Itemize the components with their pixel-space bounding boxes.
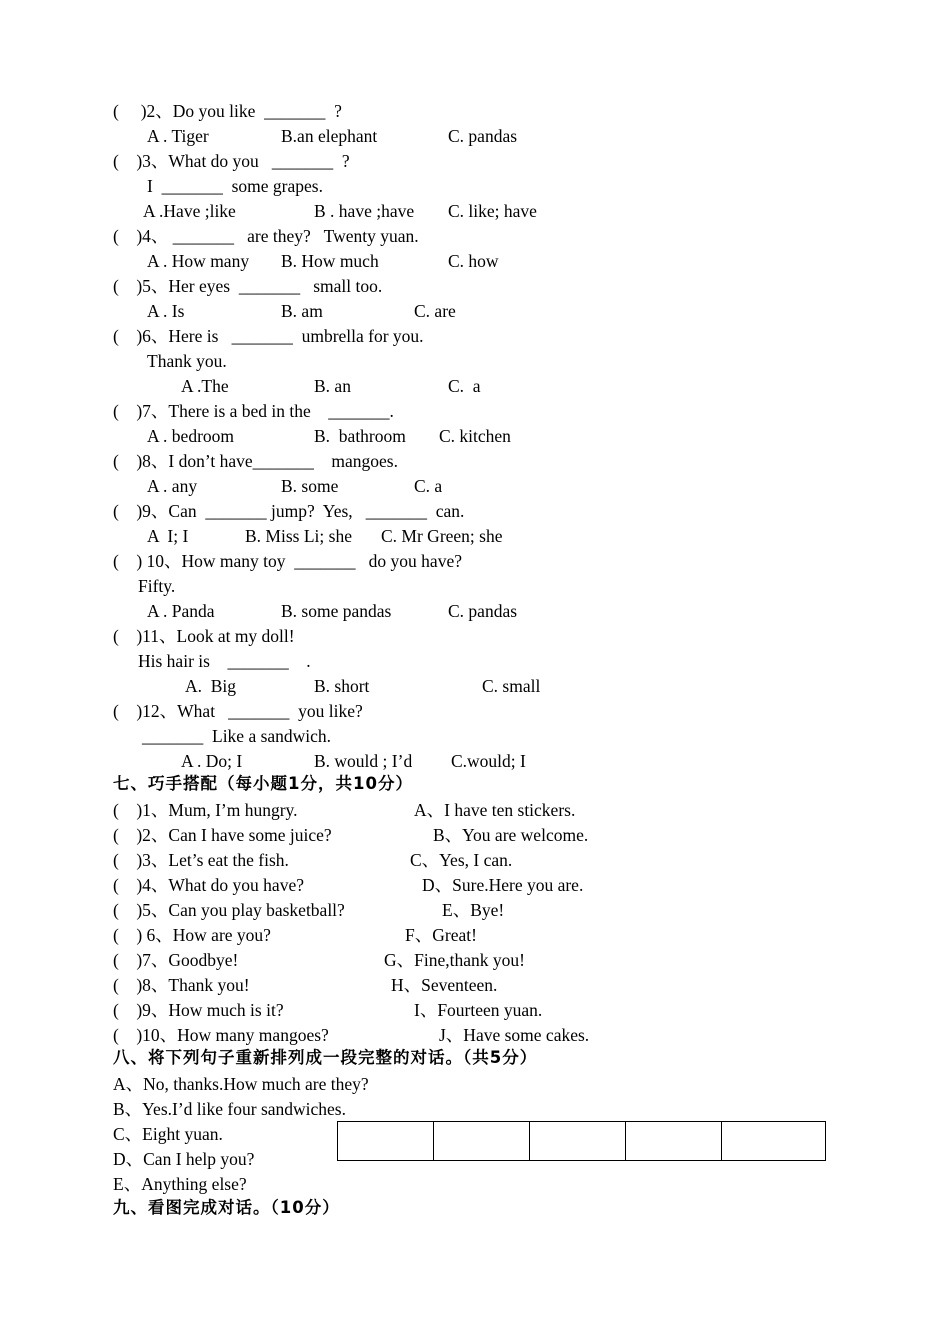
dialogue-item-a: A、No, thanks.How much are they? xyxy=(113,1074,369,1094)
q12-option-a: A . Do; I xyxy=(181,751,243,771)
q5-option-a: A . Is xyxy=(147,301,185,321)
q12-line2: _______ Like a sandwich. xyxy=(142,726,332,746)
q9-stem: ( )9、Can _______ jump? Yes, _______ can. xyxy=(113,501,465,521)
q5-option-b: B. am xyxy=(281,301,323,321)
q9-option-b: B. Miss Li; she xyxy=(245,526,352,546)
match-question: ( )9、How much is it? xyxy=(113,1000,284,1020)
q6-option-c: C. a xyxy=(448,376,481,396)
q10-line2: Fifty. xyxy=(138,576,176,596)
q7-stem: ( )7、There is a bed in the _______. xyxy=(113,401,394,421)
match-question: ( )4、What do you have? xyxy=(113,875,304,895)
q2-option-c: C. pandas xyxy=(448,126,518,146)
q4-option-a: A . How many xyxy=(147,251,250,271)
q3-line2: I _______ some grapes. xyxy=(147,176,323,196)
q11-option-b: B. short xyxy=(314,676,370,696)
q6-line2: Thank you. xyxy=(147,351,227,371)
match-question: ( )8、Thank you! xyxy=(113,975,250,995)
q12-stem: ( )12、What _______ you like? xyxy=(113,701,363,721)
dialogue-item-b: B、Yes.I’d like four sandwiches. xyxy=(113,1099,346,1119)
q8-option-a: A . any xyxy=(147,476,198,496)
q10-option-c: C. pandas xyxy=(448,601,518,621)
q8-option-b: B. some xyxy=(281,476,339,496)
dialogue-item-e: E、Anything else? xyxy=(113,1174,247,1194)
match-question: ( )5、Can you play basketball? xyxy=(113,900,345,920)
answer-box-2[interactable] xyxy=(433,1121,530,1161)
q8-stem: ( )8、I don’t have_______ mangoes. xyxy=(113,451,398,471)
dialogue-item-d: D、Can I help you? xyxy=(113,1149,255,1169)
match-question: ( )10、How many mangoes? xyxy=(113,1025,329,1045)
q4-stem: ( )4、 _______ are they? Twenty yuan. xyxy=(113,226,419,246)
match-question: ( ) 6、How are you? xyxy=(113,925,271,945)
match-question: ( )7、Goodbye! xyxy=(113,950,239,970)
q10-stem: ( ) 10、How many toy _______ do you have? xyxy=(113,551,462,571)
q10-option-a: A . Panda xyxy=(147,601,215,621)
section8-heading: 八、将下列句子重新排列成一段完整的对话。（共5分） xyxy=(113,1048,538,1067)
q3-option-c: C. like; have xyxy=(448,201,537,221)
q6-stem: ( )6、Here is _______ umbrella for you. xyxy=(113,326,424,346)
match-answer: G、Fine,thank you! xyxy=(384,950,525,970)
section9-heading: 九、看图完成对话。（10分） xyxy=(113,1198,340,1217)
answer-box-5[interactable] xyxy=(721,1121,826,1161)
q11-option-a: A. Big xyxy=(185,676,237,696)
q11-option-c: C. small xyxy=(482,676,541,696)
match-answer: B、You are welcome. xyxy=(433,825,589,845)
match-answer: E、Bye! xyxy=(442,900,505,920)
q6-option-b: B. an xyxy=(314,376,351,396)
q3-stem: ( )3、What do you _______ ? xyxy=(113,151,350,171)
q3-option-a: A .Have ;like xyxy=(143,201,236,221)
q5-stem: ( )5、Her eyes _______ small too. xyxy=(113,276,383,296)
dialogue-item-c: C、Eight yuan. xyxy=(113,1124,223,1144)
answer-box-1[interactable] xyxy=(337,1121,434,1161)
q4-option-b: B. How much xyxy=(281,251,379,271)
q8-option-c: C. a xyxy=(414,476,443,496)
match-answer: I、Fourteen yuan. xyxy=(414,1000,543,1020)
answer-box-4[interactable] xyxy=(625,1121,722,1161)
q10-option-b: B. some pandas xyxy=(281,601,392,621)
answer-box-3[interactable] xyxy=(529,1121,626,1161)
match-answer: D、Sure.Here you are. xyxy=(422,875,584,895)
section7-heading: 七、巧手搭配（每小题1分，共10分） xyxy=(113,774,413,793)
q2-option-b: B.an elephant xyxy=(281,126,378,146)
match-answer: J、Have some cakes. xyxy=(439,1025,590,1045)
match-question: ( )1、Mum, I’m hungry. xyxy=(113,800,298,820)
q7-option-a: A . bedroom xyxy=(147,426,235,446)
match-answer: H、Seventeen. xyxy=(391,975,498,995)
q5-option-c: C. are xyxy=(414,301,456,321)
q6-option-a: A .The xyxy=(181,376,229,396)
match-answer: C、Yes, I can. xyxy=(410,850,513,870)
q9-option-a: A I; I xyxy=(147,526,189,546)
q7-option-b: B. bathroom xyxy=(314,426,406,446)
q4-option-c: C. how xyxy=(448,251,499,271)
q2-stem: ( )2、Do you like _______ ? xyxy=(113,101,342,121)
q12-option-b: B. would ; I’d xyxy=(314,751,413,771)
match-question: ( )3、Let’s eat the fish. xyxy=(113,850,289,870)
q11-line2: His hair is _______ . xyxy=(138,651,311,671)
q11-stem: ( )11、Look at my doll! xyxy=(113,626,295,646)
q7-option-c: C. kitchen xyxy=(439,426,511,446)
q3-option-b: B . have ;have xyxy=(314,201,415,221)
match-answer: F、Great! xyxy=(405,925,477,945)
q9-option-c: C. Mr Green; she xyxy=(381,526,503,546)
q2-option-a: A . Tiger xyxy=(147,126,209,146)
q12-option-c: C.would; I xyxy=(451,751,526,771)
match-answer: A、I have ten stickers. xyxy=(414,800,576,820)
match-question: ( )2、Can I have some juice? xyxy=(113,825,332,845)
